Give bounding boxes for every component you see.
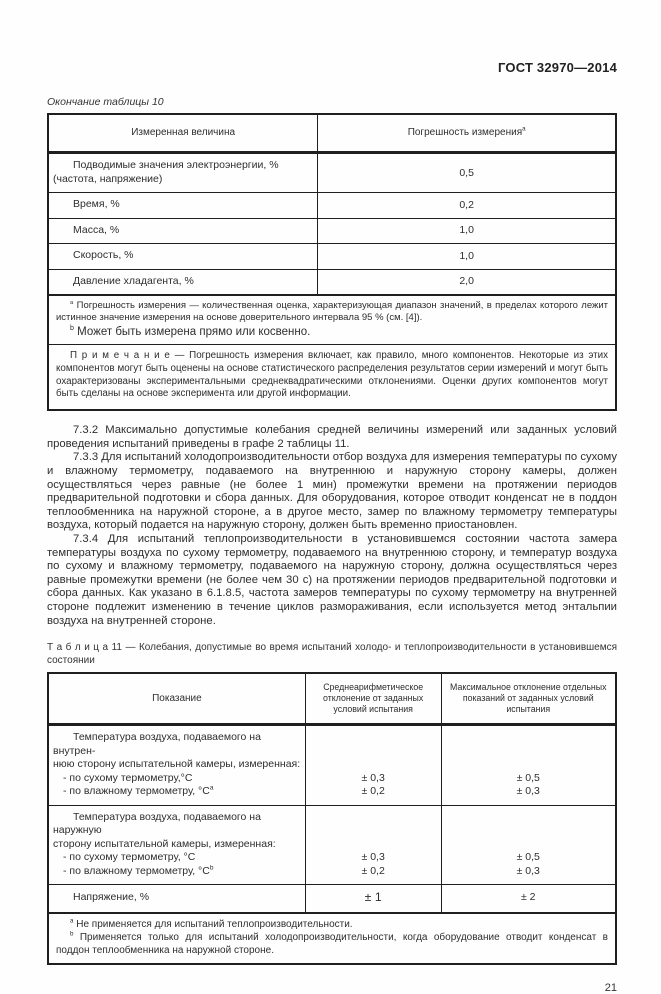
- table-10-col2-header: Погрешность измерения$^a$: [318, 114, 616, 153]
- indication-cell: Напряжение, %: [48, 885, 305, 913]
- footnote-marker-b: b: [209, 864, 214, 872]
- table-11-caption: Т а б л и ц а 11 — Колебания, допустимые во время испытаний холодо- и теплопроизводительности в установившемся состоянии: [47, 642, 617, 666]
- tolerance-value-cell: 2,0: [318, 269, 616, 295]
- table-header-row: [48, 114, 616, 153]
- value-line: ± 0,5: [516, 851, 540, 864]
- tolerance-value-cell: 0,2: [318, 193, 616, 219]
- table-11: [47, 672, 617, 965]
- table-footnotes-row: [48, 913, 616, 964]
- footnote-marker-a: a: [70, 917, 74, 925]
- table-row: [48, 805, 616, 885]
- value-line: ± 0,3: [516, 864, 540, 877]
- table-header-row: [48, 673, 616, 725]
- paragraph-7-3-2: 7.3.2 Максимально допустимые колебания средней величины измерений или заданных условий проведения испытаний приведены в графе 2 таблицы 11.: [47, 424, 617, 450]
- mean-deviation-cell: ± 1: [305, 885, 441, 913]
- tolerance-value-cell: 1,0: [318, 244, 616, 270]
- value-line: ± 0,3: [361, 771, 385, 784]
- table-footnotes-row: [48, 295, 616, 345]
- footnote-b: $^b$ Применяется только для испытаний холодопроизводительности, когда оборудование отводит конденсат в поддон теплообменника на наружной стороне.: [56, 930, 608, 956]
- table-row: [48, 193, 616, 219]
- page-content: [47, 0, 617, 994]
- note-text: П р и м е ч а н и е — Погрешность измерения включает, как правило, много компонентов. Некоторые из этих компонентов могут быть оценены на основе статистического распределения результатов серии измерений и могут быть охарактеризованы экспериментальными среднеквадратическими отклонениями. Оценки других компонентов могут быть сделаны на основе эксперимента или другой информации.: [56, 350, 608, 400]
- mean-deviation-cell: [305, 805, 441, 885]
- max-deviation-cell: [441, 725, 616, 806]
- table-10-col1-header: Измеренная величина: [48, 114, 318, 153]
- table-row: [48, 153, 616, 193]
- value-line: ± 0,2: [361, 864, 385, 877]
- paragraph-7-3-4: 7.3.4 Для испытаний теплопроизводительности в установившемся состоянии частота замера температуры воздуха по сухому термометру, подаваемого на внутреннюю сторону, и температур воздуха по сухому и влажному термометру, подаваемого на наружную сторону, должна осуществляться через равные промежутки времени (не более чем 30 с) на протяжении периодов предварительной подготовки и сбора данных. Как указано в 6.1.8.5, частота замеров температуры по сухому термометру на внутренней стороне подлежит изменению в течение циклов размораживания, если используется метод энтальпии воздуха на внутренней стороне.: [47, 532, 617, 627]
- table-11-col3-header: Максимальное отклонение отдельных показаний от заданных условий испытания: [441, 673, 616, 725]
- table-row: [48, 725, 616, 806]
- table-11-col1-header: Показание: [48, 673, 305, 725]
- footnote-marker-a: a: [522, 125, 526, 133]
- footnote-marker-b: b: [70, 324, 74, 333]
- max-deviation-cell: [441, 805, 616, 885]
- table-10: [47, 113, 617, 411]
- tolerance-value-cell: 1,0: [318, 218, 616, 244]
- table-10-note: [48, 345, 616, 411]
- indication-subitem: - по сухому термометру,°С: [63, 771, 193, 784]
- indication-line: Температура воздуха, подаваемого на внутрен-: [53, 731, 261, 757]
- value-line: ± 0,2: [361, 785, 385, 798]
- table-10-footnotes: [48, 295, 616, 345]
- footnote-b: $^b$ Может быть измерена прямо или косвенно.: [70, 324, 311, 338]
- value-line: ± 0,3: [516, 785, 540, 798]
- page-number: 21: [604, 981, 617, 994]
- table-11-col2-header: Среднеарифметическое отклонение от заданных условий испытания: [305, 673, 441, 725]
- max-deviation-cell: ± 2: [441, 885, 616, 913]
- table-note-row: [48, 345, 616, 411]
- measured-quantity-cell: Время, %: [48, 193, 318, 219]
- indication-cell: [48, 725, 305, 806]
- table-row: [48, 885, 616, 913]
- indication-line: нюю сторону испытательной камеры, измеренная:: [53, 758, 301, 771]
- footnote-marker-a: a: [209, 784, 214, 792]
- measured-quantity-cell: Масса, %: [48, 218, 318, 244]
- footnote-marker-a: a: [70, 299, 74, 306]
- tolerance-value-cell: 0,5: [318, 153, 616, 193]
- indication-line: Температура воздуха, подаваемого на наружную: [53, 810, 261, 837]
- footnote-a: $^a$ Погрешность измерения — количественная оценка, характеризующая диапазон значений, в пределах которого лежит истинное значение измерения на основе доверительного интервала 95 % (см. [4]).: [56, 299, 609, 323]
- footnote-a: $^a$ Не применяется для испытаний теплопроизводительности.: [70, 917, 353, 930]
- table-row: [48, 218, 616, 244]
- paragraph-7-3-3: 7.3.3 Для испытаний холодопроизводительности отбор воздуха для измерения температуры по сухому и влажному термометру, подаваемого на внутреннюю и наружную сторону камеры, должен осуществляться через равные (не более 1 мин) промежутки времени на протяжении периодов предварительной подготовки и сбора данных. Для оборудования, которое отводит конденсат не в поддон теплообменника на наружной стороне, а в другое место, замер по влажному термометру температуры воздуха, который подается на наружную сторону, должен быть временно приостановлен.: [47, 451, 617, 532]
- indication-line: сторону испытательной камеры, измеренная:: [53, 837, 276, 850]
- indication-subitem: - по влажному термометру, $^\circ С^a$: [63, 784, 214, 798]
- measured-quantity-cell: Давление хладагента, %: [48, 269, 318, 295]
- indication-subitem: - по сухому термометру, °С: [63, 851, 196, 864]
- table-row: [48, 269, 616, 295]
- indication-cell: [48, 805, 305, 885]
- value-line: ± 0,3: [361, 851, 385, 864]
- standard-designation: ГОСТ 32970—2014: [498, 60, 617, 75]
- mean-deviation-cell: [305, 725, 441, 806]
- table-10-continuation-caption: Окончание таблицы 10: [47, 96, 164, 108]
- table-row: [48, 244, 616, 270]
- table-11-footnotes: [48, 913, 616, 964]
- value-line: ± 0,5: [516, 771, 540, 784]
- footnote-marker-b: b: [70, 930, 74, 938]
- indication-subitem: - по влажному термометру, $^\circ С^b$: [63, 864, 214, 877]
- measured-quantity-cell: Подводимые значения электроэнергии, % (частота, напряжение): [48, 153, 318, 193]
- body-paragraphs: [47, 424, 617, 628]
- measured-quantity-cell: Скорость, %: [48, 244, 318, 270]
